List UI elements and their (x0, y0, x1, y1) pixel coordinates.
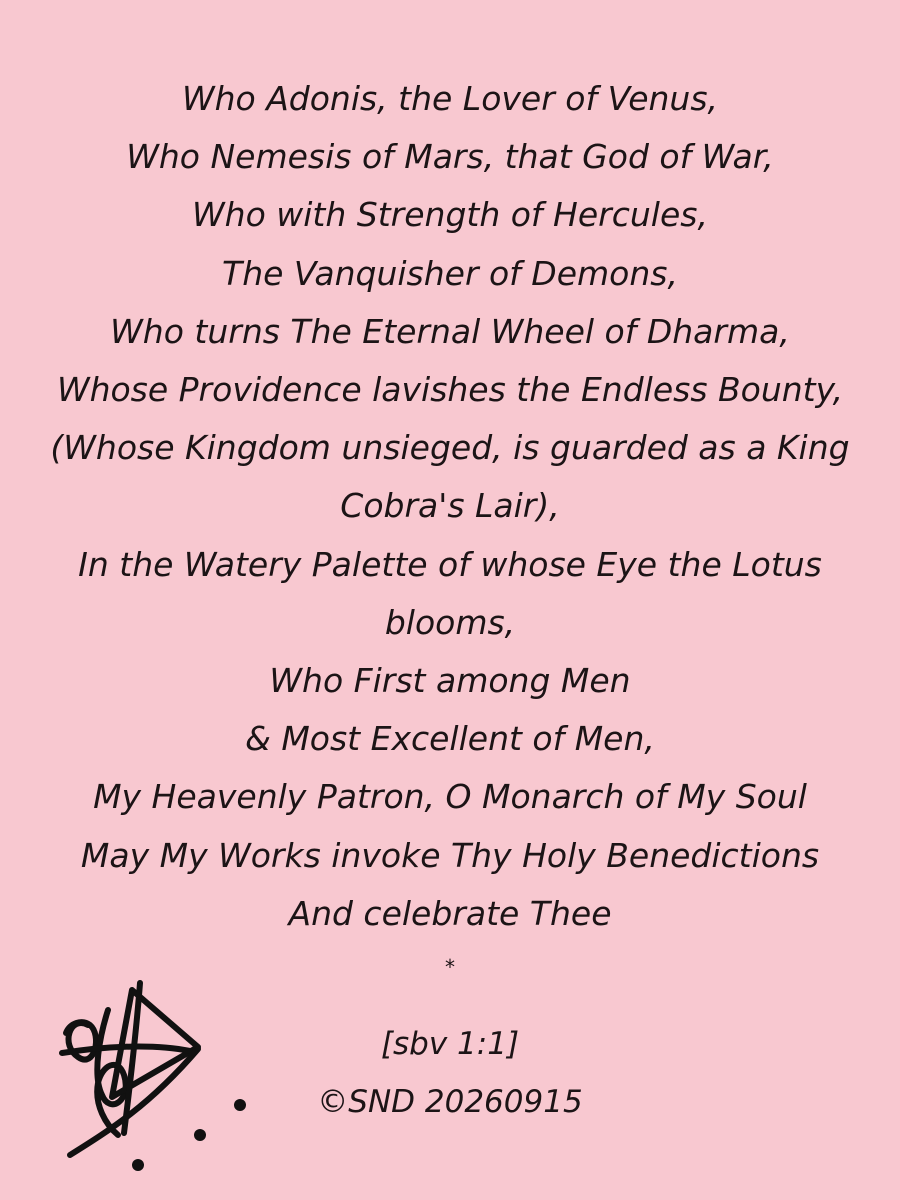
poem-line: Who with Strength of Hercules, (192, 195, 708, 235)
poem-line: In the Watery Palette of whose Eye the Lotus (78, 544, 822, 584)
poem-line: Who Nemesis of Mars, that God of War, (126, 137, 774, 177)
poem-line: (Whose Kingdom unsieged, is guarded as a King (50, 428, 850, 468)
copyright-label: ©SND 20260915 (317, 1084, 583, 1120)
poem-line: Who turns The Eternal Wheel of Dharma, (110, 311, 790, 351)
poem-line: And celebrate Thee (288, 893, 612, 933)
separator-asterisk: * (445, 955, 455, 979)
poem-line: & Most Excellent of Men, (245, 719, 655, 759)
poem-line: Whose Providence lavishes the Endless Bounty, (56, 370, 844, 410)
poem-line: Who Adonis, the Lover of Venus, (181, 79, 719, 118)
poem-line: Cobra's Lair), (340, 486, 560, 526)
poem-line: The Vanquisher of Demons, (222, 253, 678, 293)
poem-line: My Heavenly Patron, O Monarch of My Soul (93, 777, 807, 817)
handwritten-signature-icon (40, 965, 270, 1185)
poem-line: blooms, (384, 602, 516, 642)
poem-line: Who First among Men (269, 661, 631, 701)
poem-line: May My Works invoke Thy Holy Benedictions (80, 835, 820, 875)
poem-text (0, 70, 900, 943)
reference-label: [sbv 1:1] (380, 1026, 520, 1062)
